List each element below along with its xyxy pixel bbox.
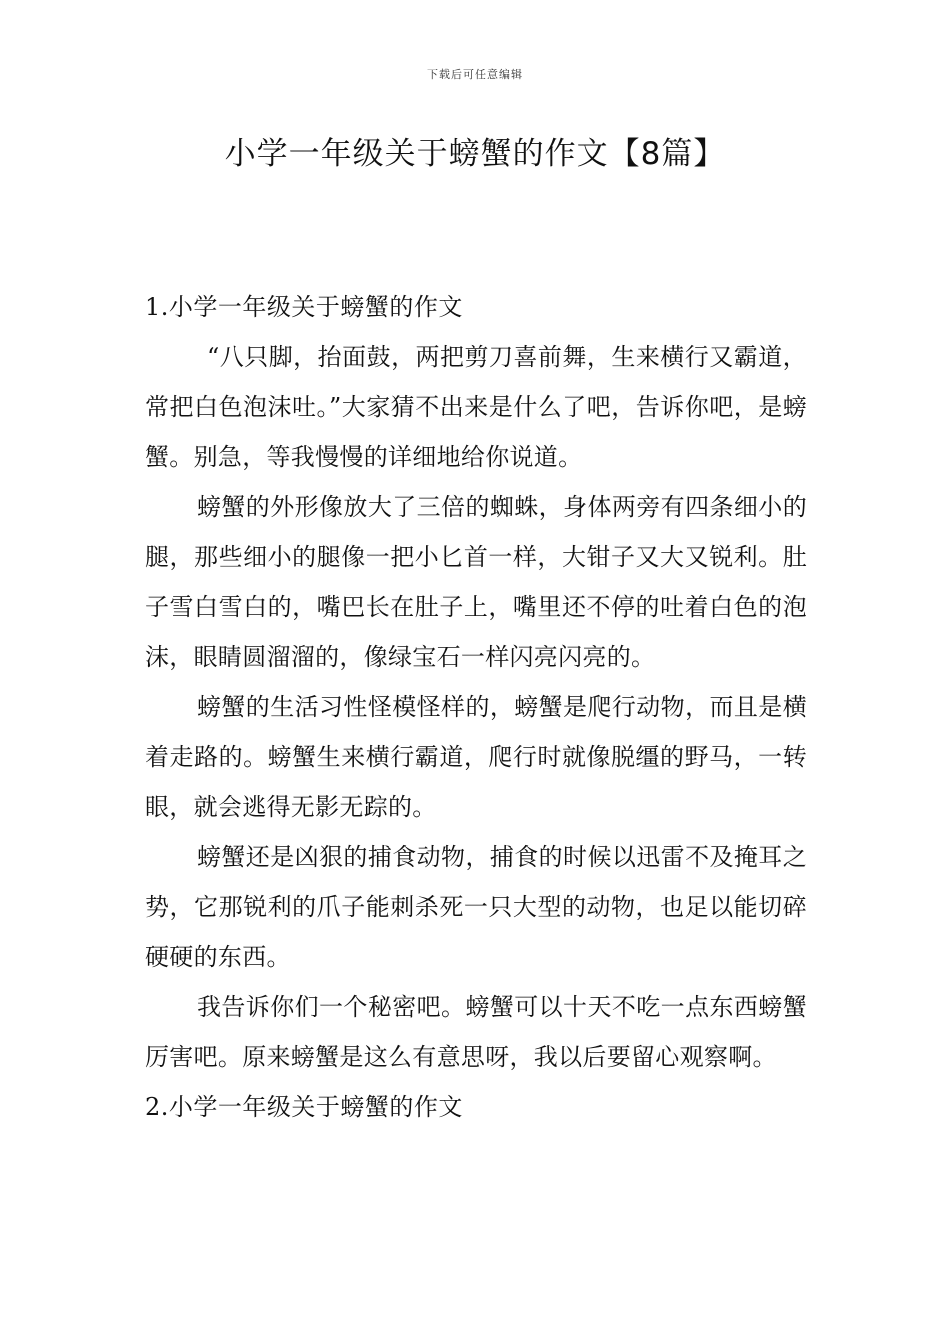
section-heading: 1.小学一年级关于螃蟹的作文 — [145, 293, 463, 321]
paragraph: 螃蟹的生活习性怪模怪样的，螃蟹是爬行动物，而且是横着走路的。螃蟹生来横行霸道，爬行时就像脱缰的野马，一转眼，就会逃得无影无踪的。 — [145, 693, 807, 821]
paragraph: 我告诉你们一个秘密吧。螃蟹可以十天不吃一点东西螃蟹厉害吧。原来螃蟹是这么有意思呀，我以后要留心观察啊。 — [145, 993, 807, 1071]
paragraph: “八只脚，抬面鼓，两把剪刀喜前舞，生来横行又霸道，常把白色泡沫吐。”大家猜不出来是什么了吧，告诉你吧，是螃蟹。别急，等我慢慢的详细地给你说道。 — [145, 343, 807, 471]
document-body — [145, 282, 807, 1132]
paragraph: 螃蟹还是凶狠的捕食动物，捕食的时候以迅雷不及掩耳之势，它那锐利的爪子能刺杀死一只大型的动物，也足以能切碎硬硬的东西。 — [145, 843, 807, 971]
paragraph: 螃蟹的外形像放大了三倍的蜘蛛，身体两旁有四条细小的腿，那些细小的腿像一把小匕首一样，大钳子又大又锐利。肚子雪白雪白的，嘴巴长在肚子上，嘴里还不停的吐着白色的泡沫，眼睛圆溜溜的，像绿宝石一样闪亮闪亮的。 — [145, 493, 807, 671]
section-heading: 2.小学一年级关于螃蟹的作文 — [145, 1093, 463, 1121]
document-title: 小学一年级关于螃蟹的作文【8篇】 — [224, 136, 726, 172]
page-header-note: 下载后可任意编辑 — [427, 68, 523, 81]
